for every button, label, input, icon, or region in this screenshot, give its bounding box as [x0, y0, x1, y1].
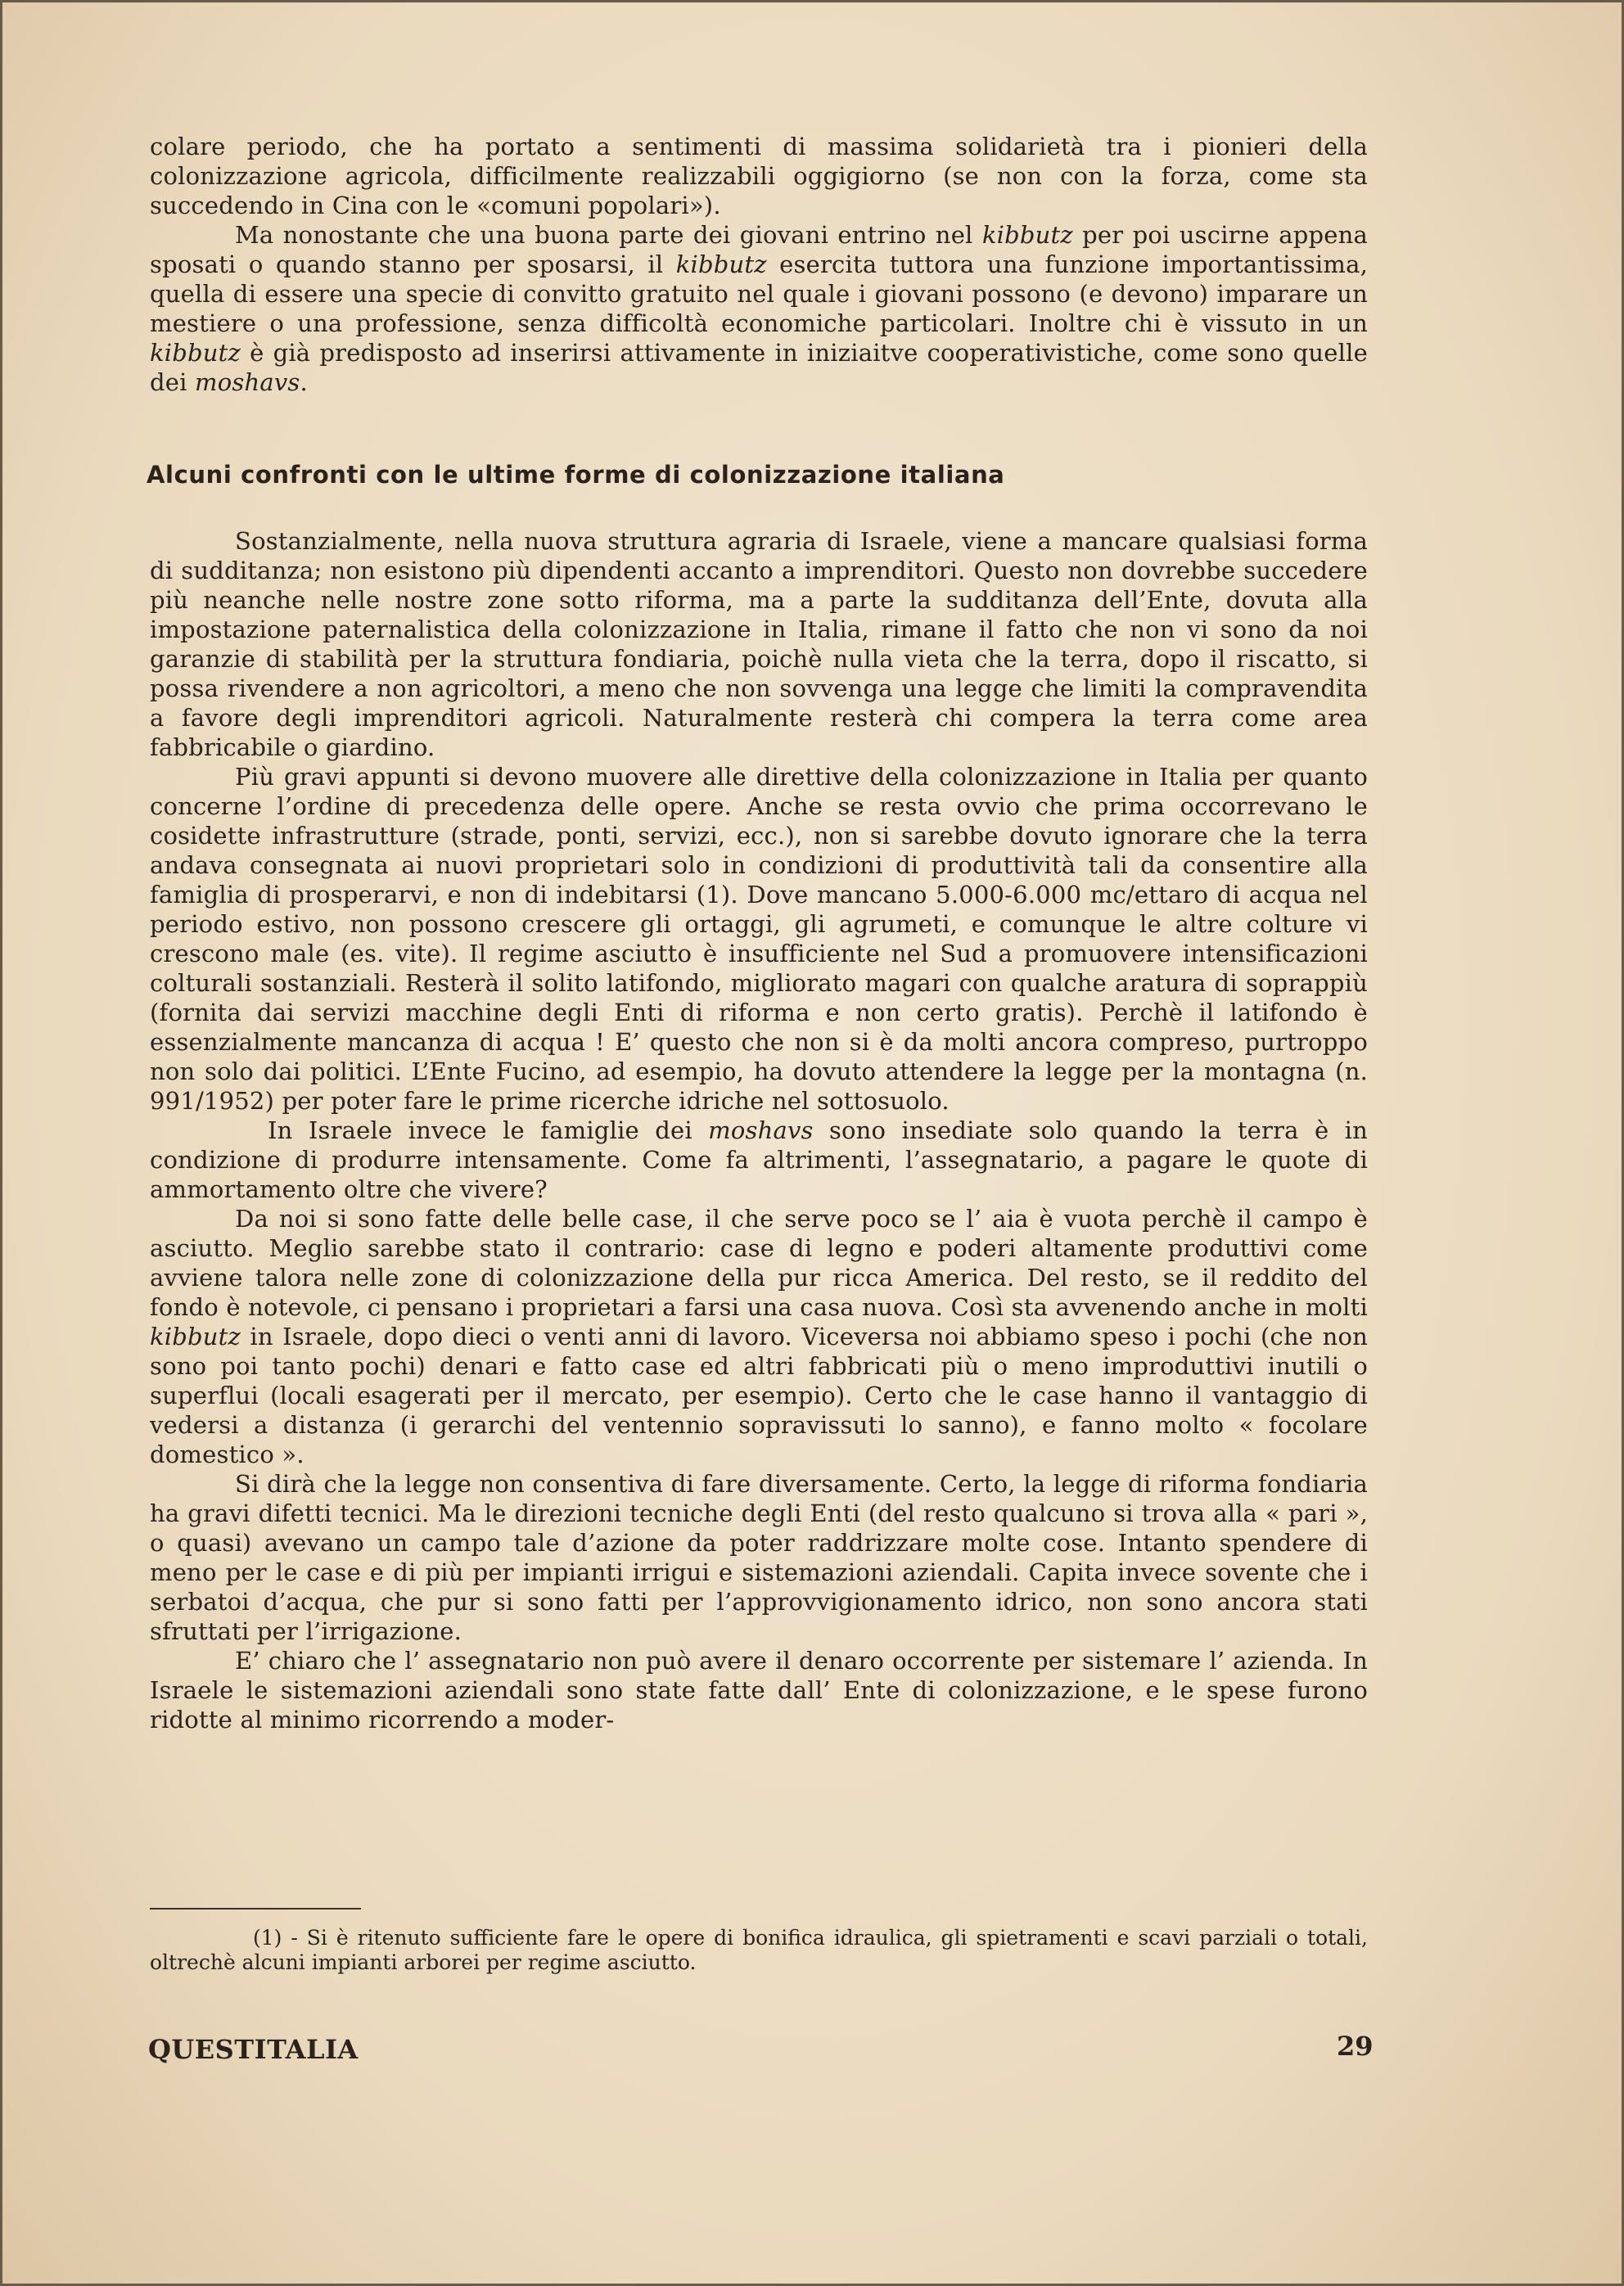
- paragraph: In Israele invece le famiglie dei moshavs sono insediate solo quando la terra è in condizione di produrre intensamente. Come fa altrimenti, l’assegnatario, a pagare le quote di ammortamento oltre che vivere?: [150, 1116, 1368, 1203]
- paragraph: Da noi si sono fatte delle belle case, il che serve poco se l’ aia è vuota perchè il campo è asciutto. Meglio sarebbe stato il contrario: case di legno e poderi altamente produttivi come avviene talora nelle zone di colonizzazione della pur ricca America. Del resto, se il reddito del fondo è notevole, ci pensano i proprietari a farsi una casa nuova. Così sta avvenendo anche in molti kibbutz in Israele, dopo dieci o venti anni di lavoro. Viceversa noi abbiamo speso i pochi (che non sono poi tanto pochi) denari e fatto case ed altri fabbricati più o meno improduttivi inutili o superflui (locali esagerati per il mercato, per esempio). Certo che le case hanno il vantaggio di vedersi a distanza (i gerarchi del ventennio sopravissuti lo sanno), e fanno molto « focolare domestico ».: [150, 1205, 1368, 1468]
- intro-text: [150, 132, 1368, 397]
- paragraph: Più gravi appunti si devono muovere alle direttive della colonizzazione in Italia per quanto concerne l’ordine di precedenza delle opere. Anche se resta ovvio che prima occorrevano le cosidette infrastrutture (strade, ponti, servizi, ecc.), non si sarebbe dovuto ignorare che la terra andava consegnata ai nuovi proprietari solo in condizioni di produttività tali da consentire alla famiglia di prosperarvi, e non di indebitarsi (1). Dove mancano 5.000-6.000 mc/ettaro di acqua nel periodo estivo, non possono crescere gli ortaggi, gli agrumeti, e comunque le altre colture vi crescono male (es. vite). Il regime asciutto è insufficiente nel Sud a promuovere intensificazioni colturali sostanziali. Resterà il solito latifondo, migliorato magari con qualche aratura di soprappiù (fornita dai servizi macchine degli Enti di riforma e non certo gratis). Perchè il latifondo è essenzialmente mancanza di acqua ! E’ questo che non si è da molti ancora compreso, purtroppo non solo dai politici. L’Ente Fucino, ad esempio, ha dovuto attendere la legge per la montagna (n. 991/1952) per poter fare le prime ricerche idriche nel sottosuolo.: [150, 763, 1368, 1115]
- section-heading: Alcuni confronti con le ultime forme di colonizzazione italiana: [147, 461, 1005, 489]
- paragraph: Ma nonostante che una buona parte dei giovani entrino nel kibbutz per poi uscirne appena sposati o quando stanno per sposarsi, il kibbutz esercita tuttora una funzione importantissima, quella di essere una specie di convitto gratuito nel quale i giovani possono (e devono) imparare un mestiere o una professione, senza difficoltà economiche particolari. Inoltre chi è vissuto in un kibbutz è già predisposto ad inserirsi attivamente in iniziaitve cooperativistiche, come sono quelle dei moshavs.: [150, 221, 1369, 396]
- section-text: [150, 526, 1368, 1734]
- paragraph: E’ chiaro che l’ assegnatario non può avere il denaro occorrente per sistemare l’ azienda. In Israele le sistemazioni aziendali sono state fatte dall’ Ente di colonizzazione, e le spese furono ridotte al minimo ricorrendo a moder-: [150, 1647, 1368, 1734]
- publication-name: QUESTITALIA: [148, 2034, 359, 2065]
- paragraph: Si dirà che la legge non consentiva di fare diversamente. Certo, la legge di riforma fondiaria ha gravi difetti tecnici. Ma le direzioni tecniche degli Enti (del resto qualcuno si trova alla « pari », o quasi) avevano un campo tale d’azione da poter raddrizzare molte cose. Intanto spendere di meno per le case e di più per impianti irrigui e sistemazioni aziendali. Capita invece sovente che i serbatoi d’acqua, che pur si sono fatti per l’approvvigionamento idrico, non sono ancora stati sfruttati per l’irrigazione.: [150, 1470, 1368, 1645]
- footnote: [150, 1926, 1368, 1975]
- page-number: 29: [1337, 2031, 1374, 2062]
- footnote-rule: [150, 1908, 361, 1910]
- paragraph: Sostanzialmente, nella nuova struttura agraria di Israele, viene a mancare qualsiasi forma di sudditanza; non esistono più dipendenti accanto a imprenditori. Questo non dovrebbe succedere più neanche nelle nostre zone sotto riforma, ma a parte la sudditanza dell’Ente, dovuta alla impostazione paternalistica della colonizzazione in Italia, rimane il fatto che non vi sono da noi garanzie di stabilità per la struttura fondiaria, poichè nulla vieta che la terra, dopo il riscatto, si possa rivendere a non agricoltori, a meno che non sovvenga una legge che limiti la compravendita a favore degli imprenditori agricoli. Naturalmente resterà chi compera la terra come area fabbricabile o giardino.: [150, 527, 1368, 761]
- footnote-text: (1) - Si è ritenuto sufficiente fare le opere di bonifica idraulica, gli spietramenti e scavi parziali o totali, oltrechè alcuni impianti arborei per regime asciutto.: [150, 1926, 1368, 1974]
- paragraph: colare periodo, che ha portato a sentimenti di massima solidarietà tra i pionieri della colonizzazione agricola, difficilmente realizzabili oggigiorno (se non con la forza, come sta succedendo in Cina con le «comuni popolari»).: [150, 133, 1368, 219]
